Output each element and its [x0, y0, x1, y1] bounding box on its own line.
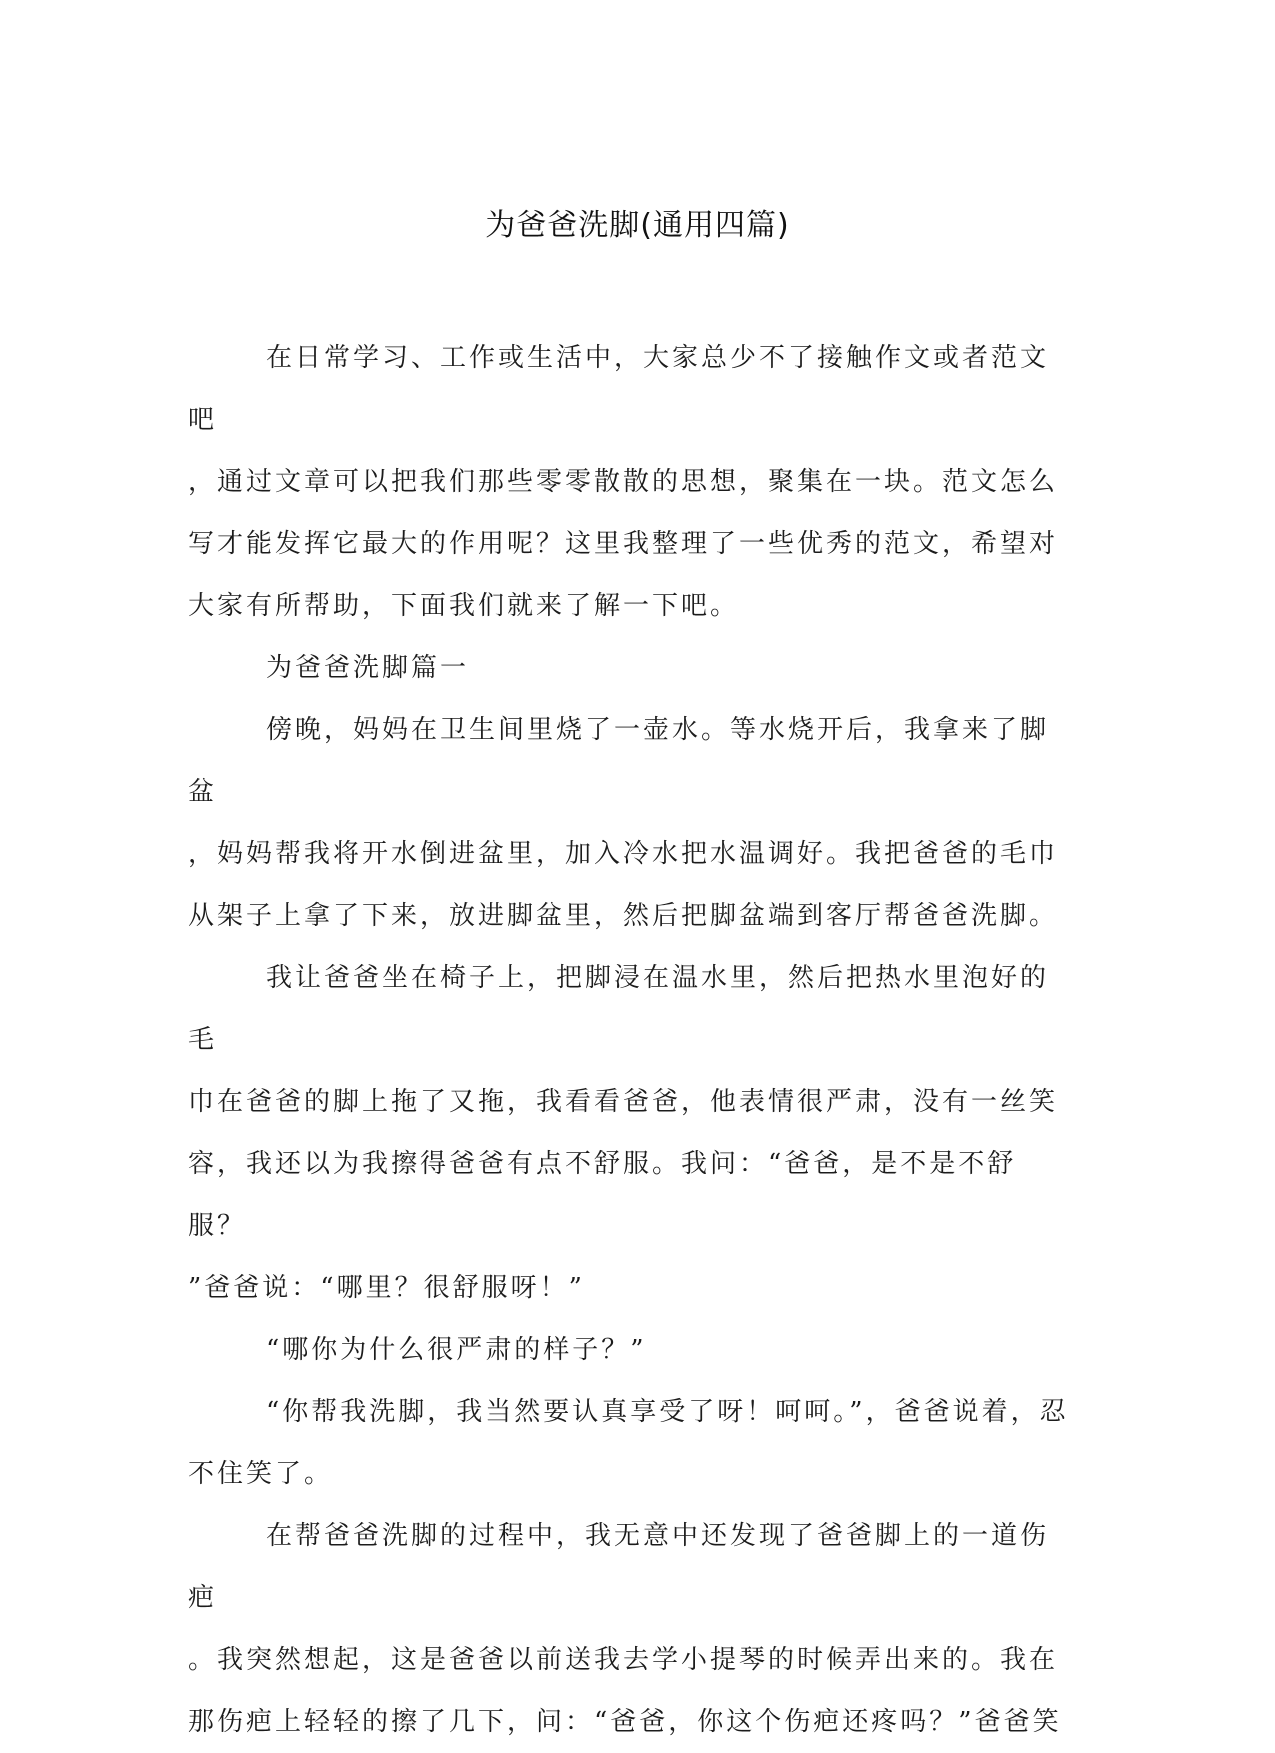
text-line: 容，我还以为我擦得爸爸有点不舒服。我问：“爸爸，是不是不舒服？ — [188, 1149, 1017, 1241]
text-line: 为爸爸洗脚篇一 — [266, 653, 470, 683]
text-line: 大家有所帮助，下面我们就来了解一下吧。 — [188, 591, 740, 621]
document-title: 为爸爸洗脚(通用四篇) — [485, 208, 790, 243]
text-line: 在帮爸爸洗脚的过程中，我无意中还发现了爸爸脚上的一道伤疤 — [188, 1521, 1050, 1613]
paragraph — [188, 699, 1074, 947]
paragraph — [188, 1319, 1074, 1381]
text-line: “你帮我洗脚，我当然要认真享受了呀！呵呵。”，爸爸说着，忍 — [266, 1397, 1069, 1427]
text-line: 在日常学习、工作或生活中，大家总少不了接触作文或者范文吧 — [188, 343, 1050, 435]
text-line: 写才能发挥它最大的作用呢？这里我整理了一些优秀的范文，希望对 — [188, 529, 1059, 559]
text-line: 我让爸爸坐在椅子上，把脚浸在温水里，然后把热水里泡好的毛 — [188, 963, 1050, 1055]
text-line: ，通过文章可以把我们那些零零散散的思想，聚集在一块。范文怎么 — [188, 467, 1059, 497]
text-line: 傍晚，妈妈在卫生间里烧了一壶水。等水烧开后，我拿来了脚盆 — [188, 715, 1050, 807]
paragraph — [188, 1505, 1074, 1753]
text-line: 巾在爸爸的脚上拖了又拖，我看看爸爸，他表情很严肃，没有一丝笑 — [188, 1087, 1059, 1117]
text-line: ，妈妈帮我将开水倒进盆里，加入冷水把水温调好。我把爸爸的毛巾 — [188, 839, 1059, 869]
text-line: “哪你为什么很严肃的样子？” — [266, 1335, 647, 1365]
paragraph-intro — [188, 327, 1074, 637]
paragraph — [188, 947, 1074, 1319]
document-body — [188, 327, 1074, 1753]
paragraph — [188, 1381, 1074, 1505]
text-line: 从架子上拿了下来，放进脚盆里，然后把脚盆端到客厅帮爸爸洗脚。 — [188, 901, 1059, 931]
text-line: 不住笑了。 — [188, 1459, 334, 1489]
section-heading — [188, 637, 1074, 699]
text-line: ”爸爸说：“哪里？很舒服呀！” — [188, 1273, 585, 1303]
text-line: 。我突然想起，这是爸爸以前送我去学小提琴的时候弄出来的。我在 — [188, 1645, 1059, 1675]
text-line: 那伤疤上轻轻的擦了几下，问：“爸爸，你这个伤疤还疼吗？”爸爸笑 — [188, 1707, 1062, 1737]
